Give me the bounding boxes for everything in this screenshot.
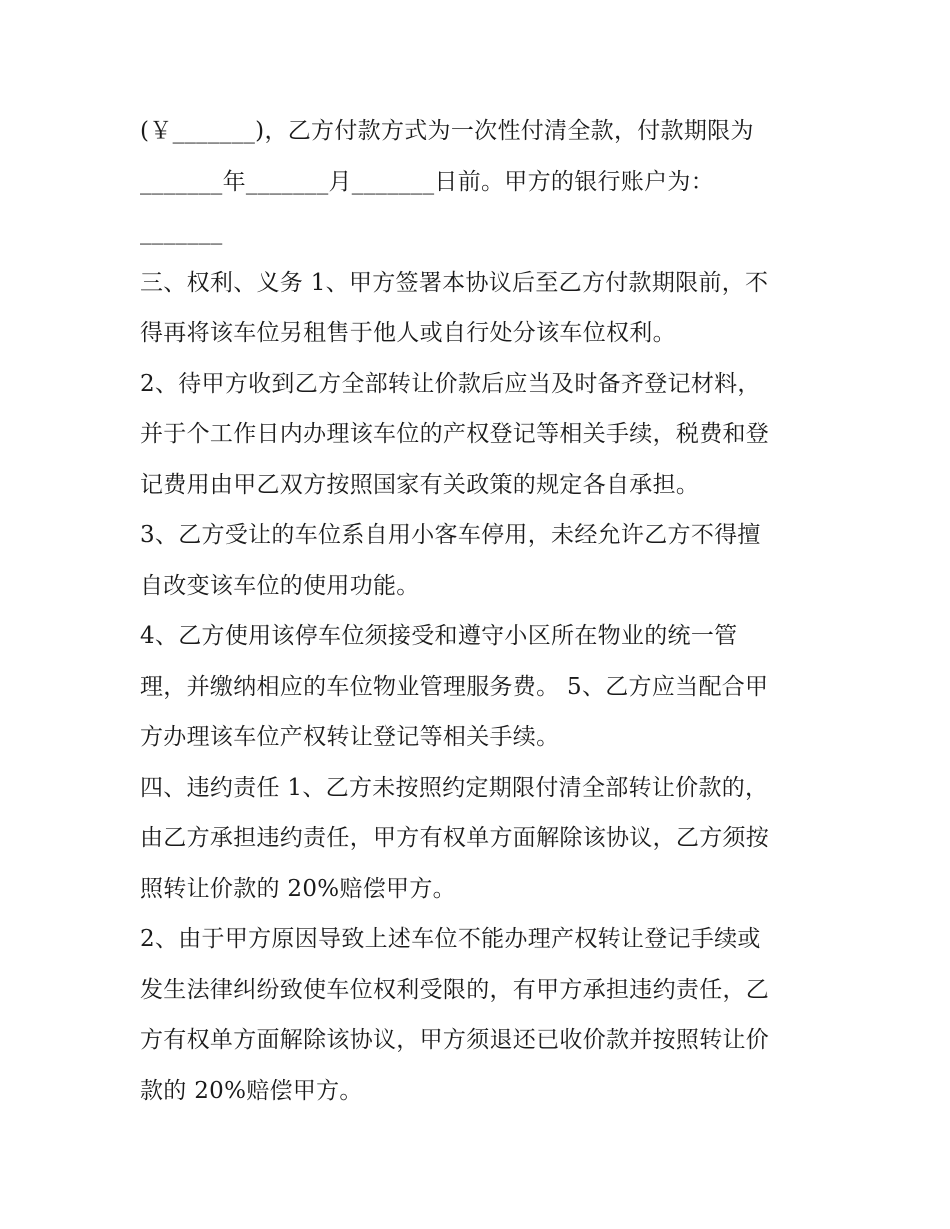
text-line: 由乙方承担违约责任，甲方有权单方面解除该协议，乙方须按	[140, 825, 770, 851]
text-line: 3、乙方受让的车位系自用小客车停用，未经允许乙方不得擅	[140, 522, 761, 548]
text-line: 四、违约责任 1、乙方未按照约定期限付清全部转让价款的，	[140, 774, 769, 801]
text-line: 照转让价款的 20%赔偿甲方。	[140, 875, 456, 902]
text-line: 款的 20%赔偿甲方。	[140, 1077, 363, 1104]
text-line: 三、权利、义务 1、甲方签署本协议后至乙方付款期限前，不	[140, 269, 769, 296]
text-line: 发生法律纠纷致使车位权利受限的，有甲方承担违约责任，乙	[140, 976, 770, 1003]
text-line: _______年_______月_______日前。甲方的银行账户为：	[140, 168, 714, 195]
text-line: 理，并缴纳相应的车位物业管理服务费。 5、乙方应当配合甲	[140, 673, 769, 700]
text-line: 2、由于甲方原因导致上述车位不能办理产权转让登记手续或	[140, 926, 761, 952]
text-line: 方有权单方面解除该协议，甲方须退还已收价款并按照转让价	[140, 1027, 770, 1053]
text-line: 记费用由甲乙双方按照国家有关政策的规定各自承担。	[140, 471, 700, 498]
text-line: 方办理该车位产权转让登记等相关手续。	[140, 724, 560, 750]
text-line: (￥_______)，乙方付款方式为一次性付清全款，付款期限为	[140, 118, 754, 144]
text-line: 得再将该车位另租售于他人或自行处分该车位权利。	[140, 320, 676, 346]
text-line: 4、乙方使用该停车位须接受和遵守小区所在物业的统一管	[140, 623, 738, 649]
text-line: 2、待甲方收到乙方全部转让价款后应当及时备齐登记材料，	[140, 370, 761, 397]
text-line: 自改变该车位的使用功能。	[140, 572, 420, 599]
document-body	[140, 106, 820, 1116]
text-line: 并于个工作日内办理该车位的产权登记等相关手续，税费和登	[140, 421, 770, 447]
text-line: _______	[140, 219, 223, 245]
